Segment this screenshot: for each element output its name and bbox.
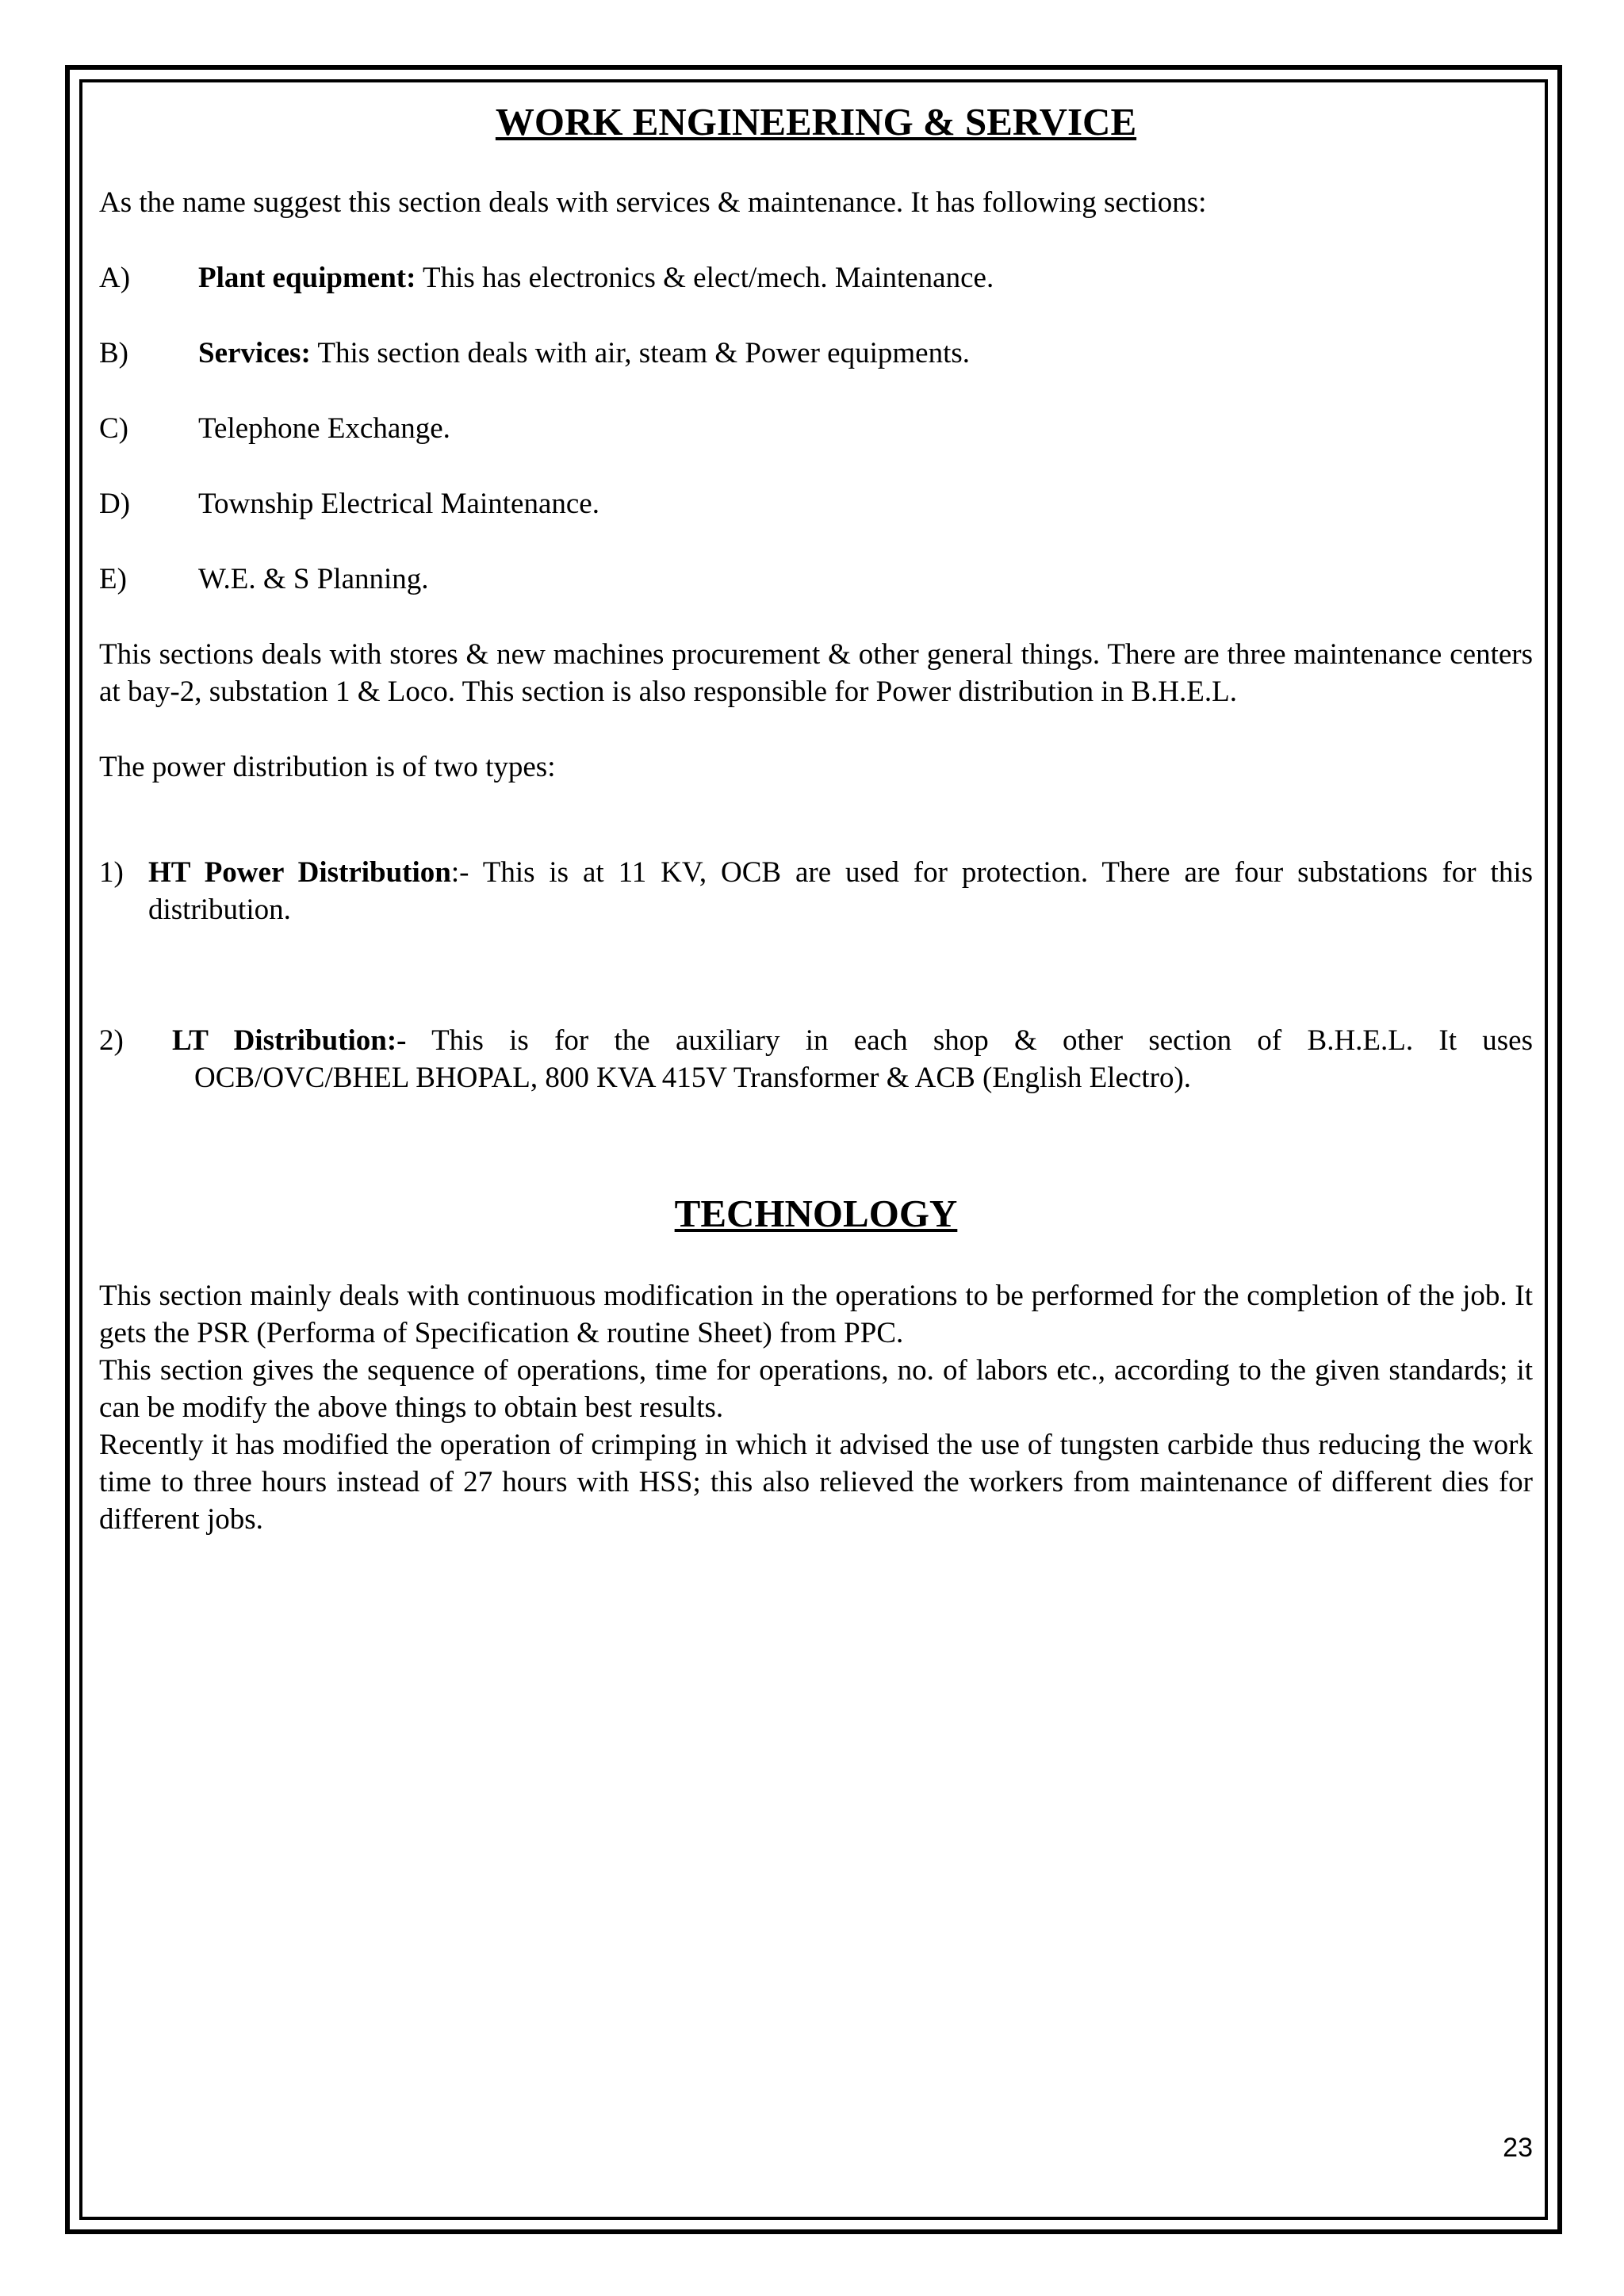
section-title-technology: TECHNOLOGY (674, 1192, 958, 1235)
list-item-body (198, 259, 1533, 297)
list-item-letter: A) (99, 262, 131, 294)
document-content (99, 95, 1533, 1538)
distribution-item-ht (99, 854, 1533, 928)
list-item-text: This has electronics & elect/mech. Maintenance. (416, 262, 994, 294)
list-item-bold: Plant equipment: (198, 262, 416, 294)
list-item-letter: C) (99, 412, 128, 445)
distribution-line-1 (172, 1022, 1533, 1059)
list-item-bold: Services: (198, 337, 311, 369)
list-item (99, 485, 1533, 522)
technology-paragraph-1: This section mainly deals with continuous modification in the operations to be performed for the completion of the job. It gets the PSR (Performa of Specification & routine Sheet) from PPC. (99, 1280, 1533, 1349)
distribution-intro: The power distribution is of two types: (99, 751, 556, 783)
distribution-body (172, 1022, 1533, 1096)
distribution-item-lt (99, 1022, 1533, 1096)
list-item (99, 561, 1533, 598)
technology-paragraph-3: Recently it has modified the operation of crimping in which it advised the use of tungsten carbide thus reducing the work time to three hours instead of 27 hours with HSS; this also relieved the workers from maintenance of different dies for different jobs. (99, 1429, 1533, 1536)
list-item-letter: E) (99, 563, 127, 595)
distribution-bold: HT Power Distribution (148, 856, 451, 889)
distribution-number: 2) (99, 1024, 124, 1057)
list-item-text: This section deals with air, steam & Power equipments. (310, 337, 970, 369)
distribution-line-2: OCB/OVC/BHEL BHOPAL, 800 KVA 415V Transformer & ACB (English Electro). (194, 1062, 1192, 1094)
list-item-text: W.E. & S Planning. (198, 563, 429, 595)
distribution-bold: LT Distribution:- (172, 1024, 407, 1057)
distribution-body (148, 854, 1533, 928)
distribution-text: This is for the auxiliary in each shop & other section of B.H.E.L. It uses (406, 1024, 1533, 1057)
technology-paragraph-2: This section gives the sequence of operations, time for operations, no. of labors etc., according to the given standards; it can be modify the above things to obtain best results. (99, 1354, 1533, 1424)
distribution-number: 1) (99, 856, 124, 889)
list-item (99, 410, 1533, 447)
list-item-text: Township Electrical Maintenance. (198, 488, 599, 520)
list-item-body (198, 335, 1533, 372)
list-item-letter: B) (99, 337, 128, 369)
list-item (99, 259, 1533, 297)
list-item (99, 335, 1533, 372)
list-item-text: Telephone Exchange. (198, 412, 450, 445)
stores-paragraph: This sections deals with stores & new machines procurement & other general things. There are three maintenance centers at bay-2, substation 1 & Loco. This section is also responsible for Power distribution in B.H.E.L. (99, 638, 1533, 708)
list-item-letter: D) (99, 488, 131, 520)
intro-paragraph: As the name suggest this section deals with services & maintenance. It has following sections: (99, 186, 1207, 219)
distribution-text: :- This is at 11 KV, OCB are used for protection. There are four substations for this distribution. (148, 856, 1534, 926)
section-title-work-engineering: WORK ENGINEERING & SERVICE (495, 100, 1137, 144)
page-number: 23 (1503, 2133, 1533, 2163)
